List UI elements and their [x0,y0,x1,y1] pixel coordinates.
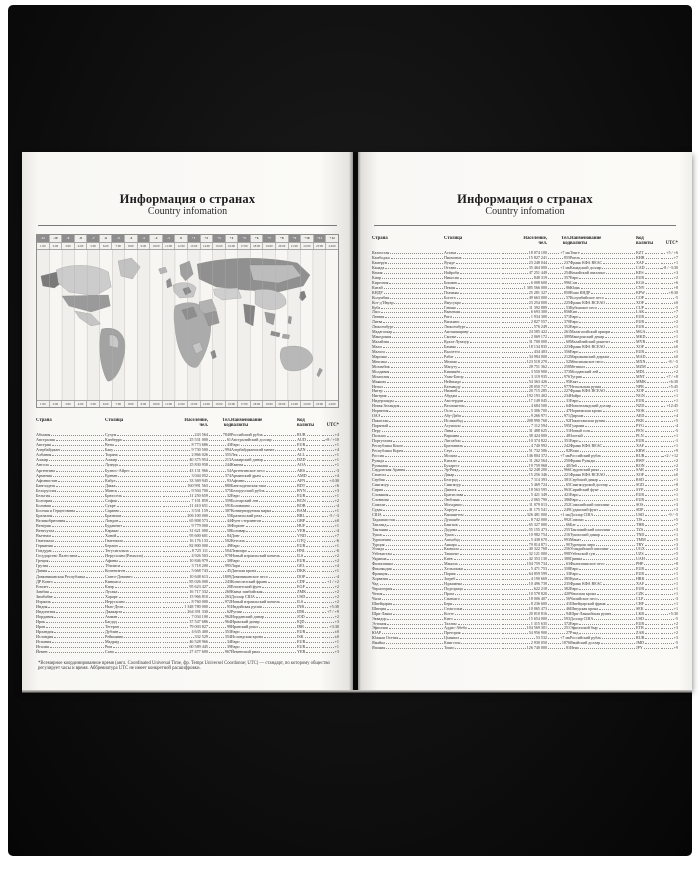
tz-cell: -8 [74,235,87,242]
table-row: Руанда Кигали 11 262 564 250 Франк Руанды RWF +2 [372,457,678,463]
tz-cell: 22:00 [300,401,313,407]
table-row: Албания Тирана 2 866 026 355 Лек ALL +1 [36,452,339,458]
tz-cell: -1 [162,235,175,242]
table-row: Чили Сантьяго 18 006 407 56 Чилийское песо CLP -3 [372,595,678,601]
tz-cell: +12 [325,235,338,242]
table-row: Македония Скопье 2 069 172 389 Македонский денар MKD +1 [372,334,678,340]
table-row: Нигерия Абуджа 192 193 402 234 Найра NGN +1 [372,393,678,399]
table-row: Словакия Братислава 5 421 349 421 Евро EUR +1 [372,492,678,498]
table-row: Болгария София 7 101 859 359 Болгарский лев BGN +2 [36,497,339,503]
tz-cell: 16:00 [225,243,238,249]
table-row: Ангола Луанда 25 830 958 244 Кванза AOA +1 [36,462,339,468]
table-row: Тунис Тунис 10 982 754 216 Тунисский динар TND +1 [372,531,678,537]
table-row: Республика Конго Браззавиль 4 740 992 242 Франк КФА ВЕАС XAF +1 [372,442,678,448]
table-row: Непал Катманду 28 050 717 977 Непальская рупия NPR +5:45 [372,383,678,389]
table-row: Мальта Валлетта 434 403 356 Евро EUR +1 [372,348,678,354]
table-row: Эфиопия Аддис-Абеба 104 569 301 251 Эфиопский быр ETB +3 [372,625,678,631]
tz-cell: -5 [111,235,124,242]
table-row: Иран Тегеран 79 003 827 98 Иранский риал IRR +3:30 [36,623,339,629]
tz-cell: 10:00 [149,243,162,249]
table-row: Аргентина Буэнос-Айрес 43 131 966 54 Аргентинское песо ARS -3 [36,467,339,473]
table-row: Бельгия Брюссель 11 250 659 32 Евро EUR +1 [36,492,339,498]
tz-cell: 4:00 [74,243,87,249]
table-row: Ямайка Кингстон 2 930 050 1876 Ямайский доллар JMD -5 [372,640,678,646]
tz-cell: 4:00 [74,401,87,407]
tz-cell: 19:00 [262,401,275,407]
table-row: Мадагаскар Антананариву 24 585 422 261 Малагасийский ариари MGA +3 [372,329,678,335]
tz-cell: 13:00 [187,401,200,407]
tz-cell: 1:00 [37,243,49,249]
table-row: Люксембург Люксембург 576 249 352 Евро EUR +1 [372,324,678,330]
table-row: Кот-д’Ивуар Ямусукро 23 254 000 225 Франк КФА ВСЕАО XOF ±0 [372,299,678,305]
table-row: Мексика Мехико 123 518 270 52 Мексиканское песо MXN -8 / -5 [372,358,678,364]
tz-cell: 19:00 [262,243,275,249]
table-row: Парагвай Асунсьон 7 112 594 595 Гуарани PYG -4 [372,423,678,429]
table-row: Украина Киев 42 353 130 380 Гривна UAH +2 [372,556,678,562]
page-subtitle: Country infomation [485,206,565,217]
timezone-offset-row [37,235,338,243]
page-subtitle: Country infomation [147,206,228,217]
table-row: Мозамбик Мапуту 28 751 362 258 Метикал MZM +2 [372,363,678,369]
table-row: Лаос Вьентьян 6 693 300 856 Кип LAK +7 [372,309,678,315]
tz-cell: 9:00 [137,243,150,249]
table-row: Австрия Вена 8 773 686 43 Евро EUR +1 [36,442,339,448]
table-row: Турция Анкара 79 814 871 90 Турецкая лира TRY +3 [372,541,678,547]
table-row: Россия Москва 146 804 372 +7 мк Российский рубль RUB +2 / +12 [372,452,678,458]
left-page [22,152,353,690]
utc-footnote: *Всемирное координированное время (англ. Coordinated Universal Time, фр. Temps Universel Coordonne; UTC) — стандарт, по которому общество регулирует часы и время. Аббревиатура UTC не имеет конкретной расшифровки. [38,660,330,672]
table-row: Хорватия Загреб 4 190 669 385 Куна HRK +1 [372,576,678,582]
tz-cell: +1 [187,235,200,242]
col-header-country: Страна [372,236,388,241]
table-row: Абхазия Сухум 243 564 7840 Российский рубль RUB +4 [36,432,339,438]
tz-cell: +8 [275,235,288,242]
table-row: Колумбия Богота 49 663 000 57 Колумбийское песо COP -5 [372,294,678,300]
tz-cell: -2 [149,235,162,242]
table-row: Чехия Прага 10 578 820 420 Чешская крона CZK +1 [372,590,678,596]
table-row: Кения Найроби 47 251 449 254 Кенийский шиллинг KES +3 [372,269,678,275]
table-row: Греция Афины 10 846 979 30 Евро EUR +2 [36,558,339,564]
tz-cell: 20:00 [275,243,288,249]
col-header-code: Код [636,236,644,241]
table-row: Египет Каир 95 623 427 20 Египетский фунт EGP +2 [36,583,339,589]
table-row: Сомали Могадишо 11 079 013 252 Сомалийский шиллинг SOS +3 [372,502,678,508]
title-divider [374,225,676,226]
table-row: Уганда Кампала 40 322 768 256 Угандийский шиллинг UGX +3 [372,546,678,552]
table-row: Вьетнам Ханой 95 600 601 84 Донг VND +7 [36,533,339,539]
page-title: Информация о странах [457,192,593,206]
tz-cell: 22:00 [300,243,313,249]
col-header-utc: UTC* [665,241,678,247]
table-row: Нидерланды Амстердам 17 149 045 31 Евро EUR +1 [372,398,678,404]
table-row: Нигер Ниамей 20 715 285 227 Франк КФА ВСЕАО XOF +1 [372,388,678,394]
table-row: Армения Ереван 3 044 052 374 Армянский драм AMD +4 [36,472,339,478]
table-row: Куба Гавана 11 392 889 53 Кубинское песо CUP -5 [372,304,678,310]
table-row: Румыния Бухарест 19 759 968 40 Лей RON +2 [372,462,678,468]
tz-cell: 17:00 [237,243,250,249]
table-row: Гватемала Гватемала 16 176 133 502 Кетсаль GTQ -6 [36,538,339,544]
tz-cell: 24:00 [325,401,338,407]
right-table-header: Страна Столица Население, чел. Тел. код Наименование валюты Код валюты UTC* [372,236,678,247]
table-row: Сенегал Дакар 15 256 346 221 Франк КФА ВСЕАО XOF ±0 [372,472,678,478]
table-row: Дания Копенгаген 5 668 743 45 Датская крона DKK +1 [36,568,339,574]
table-row: Таджикистан Душанбе 8 742 000 992 Сомони TJS +5 [372,516,678,522]
tz-cell: 2:00 [49,243,62,249]
tz-cell: -4 [124,235,137,242]
table-row: США Вашингтон 326 481 000 +1 мк Доллар США USD -9 / -5 [372,511,678,517]
tz-cell: 21:00 [288,243,301,249]
tz-cell: 18:00 [250,401,263,407]
table-row: Республика Корея Сеул 51 732 586 82 Вона KRW +9 [372,447,678,453]
table-row: Ирак Багдад 37 547 686 964 Иракский динар IQD +3 [36,618,339,624]
book-gutter-shadow [349,152,361,690]
tz-cell: 2:00 [49,401,62,407]
table-row: Китай Пекин 1 385 566 000 86 Юань CNY +8 [372,284,678,290]
table-row: Мали Бамако 18 134 835 223 Франк КФА ВСЕАО XOF ±0 [372,344,678,350]
table-row: Перу Лима 31 488 625 51 Новый соль PEN -5 [372,427,678,433]
col-header-tel: Тел. [222,418,231,423]
world-timezone-map [36,234,339,408]
table-row: Япония Токио 126 740 000 81 Иена JPY +9 [372,645,678,651]
table-row: Казахстан Астана 18 074 100 +7 мк Тенге KZT +5 / +6 [372,250,678,256]
table-row: Испания Мадрид 46 528 966 34 Евро EUR +1 [36,639,339,645]
tz-cell: 5:00 [86,401,99,407]
tz-cell: 6:00 [99,243,112,249]
tz-cell: 14:00 [200,243,213,249]
tz-cell: 11:00 [162,401,175,407]
tz-cell: -6 [99,235,112,242]
table-row: Молдавия Кишинёв 3 550 900 373 Молдавский лей MDL +2 [372,368,678,374]
tz-cell: 12:00 [174,243,187,249]
tz-cell: 23:00 [313,243,326,249]
table-row: Киргизия Бишкек 6 008 600 996 Сом KGS +6 [372,279,678,285]
table-row: Эстония Таллин 1 315 635 372 Евро EUR +2 [372,620,678,626]
tz-cell: 20:00 [275,401,288,407]
tz-cell: 0 [174,235,187,242]
table-row: Венгрия Будапешт 9 779 000 36 Форинт HUF +1 [36,523,339,529]
tz-cell: 10:00 [149,401,162,407]
tz-cell: 23:00 [313,401,326,407]
table-row: Швейцария Берн 8 236 600 41 Швейцарский франк CHF +1 [372,600,678,606]
tz-cell: -7 [86,235,99,242]
left-country-table [36,432,339,654]
timezone-time-row-top [37,243,338,250]
table-row: Монголия Улан-Батор 3 119 935 976 Тугрик MNT +7 / +8 [372,373,678,379]
tz-cell: -3 [137,235,150,242]
table-row: Канада Оттава 35 464 000 +1 мк Канадский доллар CAD -8 / -3:30 [372,265,678,271]
tz-cell: 14:00 [200,401,213,407]
tz-cell: 15:00 [212,243,225,249]
tz-cell: 21:00 [288,401,301,407]
table-row: Таиланд Бангкок 65 327 000 66 Бат THB +7 [372,521,678,527]
table-row: Узбекистан Ташкент 32 121 000 998 Узбекский сум UZS +5 [372,551,678,557]
tz-cell: +6 [250,235,263,242]
table-row: Италия Рим 60 589 445 39 Евро EUR +1 [36,644,339,650]
table-row: Литва Вильнюс 2 827 557 370 Евро EUR +2 [372,319,678,325]
tz-cell: 13:00 [187,243,200,249]
timezone-time-row-bottom [37,400,338,407]
tz-cell: 12:00 [174,401,187,407]
tz-cell: -11 [37,235,49,242]
table-row: Боливия Сукре 11 410 651 591 Боливиано BOB -4 [36,502,339,508]
table-row: Исландия Рейкьявик 332 529 354 Исландская крона ISK ±0 [36,634,339,640]
title-divider [38,225,337,226]
right-page [358,152,692,690]
col-header-utc: UTC* [326,423,339,429]
table-row: Ирландия Дублин 4 635 400 353 Евро EUR ±0 [36,629,339,635]
tz-cell: +10 [300,235,313,242]
table-row: Туркмения Ашхабад 5 438 670 993 Манат TMM +5 [372,536,678,542]
col-header-code: Код [297,418,305,423]
table-row: Босния и Герцеговина Сараево 3 531 159 387 Конвертируемая марка BAM +1 [36,507,339,513]
tz-cell: +4 [225,235,238,242]
page-stack-edge [22,690,692,693]
table-row: Словения Любляна 2 065 790 386 Евро EUR +1 [372,497,678,503]
tz-cell: 16:00 [225,401,238,407]
table-row: Эквадор Кито 15 654 000 593 Доллар США USD -5 [372,615,678,621]
table-row: Швеция Стокгольм 10 065 473 46 Шведская крона SEK +1 [372,605,678,611]
table-row: Германия Берлин 82 800 000 49 Евро EUR +1 [36,543,339,549]
table-row: Норвегия Осло 5 306 700 47 Норвежская крона NOK +1 [372,408,678,414]
table-row: Саудовская Аравия Эр-Рияд 32 248 200 966 Саудовский риял SAR +3 [372,467,678,473]
tz-cell: +9 [288,235,301,242]
tz-cell: 17:00 [237,401,250,407]
table-row: Камбоджа Пномпень 15 827 241 855 Риель KHR +7 [372,255,678,261]
table-row: Иордания Амман 7 034 100 962 Иорданский динар JOD +2 [36,613,339,619]
table-row: Йемен Сана 27 477 600 967 Йеменский риал YER +3 [36,649,339,655]
col-header-currency: Наименование [570,236,602,241]
table-row: Бразилия Бразилиа 206 100 000 55 Бразильский реал BRL -5 / -3 [36,512,339,518]
right-country-table [372,250,678,650]
tz-cell: -9 [61,235,74,242]
table-row: Грузия Тбилиси 3 718 200 995 Лари GEL +4 [36,563,339,569]
table-row: Венесуэла Каракас 31 621 000 58 Боливар VEB -4 [36,528,339,534]
tz-cell: 11:00 [162,243,175,249]
table-row: Малайзия Куала-Лумпур 31 700 000 60 Малайзийский ринггит MYR +8 [372,339,678,345]
table-row: КНДР Пхеньян 25 281 327 850 Вона КНДР KPW +8:30 [372,289,678,295]
page-title: Информация о странах [119,192,256,206]
table-row: Филиппины Манила 104 759 734 63 Филиппинское песо PHP +8 [372,561,678,567]
table-row: Афганистан Кабул 33 369 945 93 Афгани AFN +4:30 [36,477,339,483]
table-row: Австралия Канберра 25 531 000 61 Австралийский доллар AUD +8 / +10 [36,437,339,443]
table-row: Латвия Рига 1 934 300 371 Евро EUR +2 [372,314,678,320]
tz-cell: 24:00 [325,243,338,249]
table-row: Мьянма Нейпьидо 54 363 426 95 Кьят MMK +6:30 [372,378,678,384]
table-row: Финляндия Хельсинки 5 471 753 358 Евро EUR +2 [372,566,678,572]
table-row: ОАЭ Абу-Даби 9 266 971 971 Дирхам AED +4 [372,413,678,419]
col-header-capital: Столица [105,418,124,423]
table-row: Кипр Никосия 848 319 357 Евро EUR +2 [372,274,678,280]
col-header-tel: Тел. [561,236,570,241]
tz-cell: 3:00 [61,243,74,249]
table-row: Зимбабве Хараре 15 966 810 263 Доллар США USD +2 [36,593,339,599]
table-row: Сербия Белград 7 114 393 381 Сербский динар RSD +1 [372,477,678,483]
table-row: Чад Нджамена 10 496 739 235 Франк КФА ВЕАС XAF +1 [372,581,678,587]
table-row: Камерун Яунде 23 248 044 237 Франк КФА ВЕАС XAF +1 [372,260,678,266]
tz-cell: 5:00 [86,243,99,249]
table-row: Сингапур Сингапур 5 469 724 65 Сингапурский доллар SGD +8 [372,482,678,488]
table-row: Замбия Лусака 16 717 332 260 Квача замбийская ZMK +2 [36,588,339,594]
tz-cell: +2 [200,235,213,242]
tz-cell: +7 [262,235,275,242]
table-row: Франция Париж 64 859 599 33 Евро EUR +1 [372,571,678,577]
table-row: Доминиканская Республика Санто-Доминго 10 648 613 1809 Доминиканское песо DOP -4 [36,573,339,579]
table-row: Бангладеш Дакка 160 991 563 880 Бангладешская така BDT +6 [36,482,339,488]
table-row: ДР Конго Киншаса 85 026 000 243 Конголезский франк CDF +1 / +2 [36,578,339,584]
tz-cell: 6:00 [99,401,112,407]
tz-cell: 7:00 [111,243,124,249]
table-row: Азербайджан Баку 9 730 500 994 Азербайджанский манат AZN +4 [36,447,339,453]
table-row: Южная Осетия Цхинвал 53 532 +7 мк Российский рубль RUB +3 [372,635,678,641]
table-row: Черногория Подгорица 622 218 382 Евро EUR +1 [372,585,678,591]
tz-cell: -10 [49,235,62,242]
table-row: Израиль Иерусалим 8 760 000 972 Новый израильский шекель ILS +2 [36,598,339,604]
table-row: Пакистан Исламабад 208 990 768 92 Пакистанская рупия PKR +5 [372,418,678,424]
tz-cell: +11 [313,235,326,242]
table-row: Шри-Ланка Котте 20 810 816 94 Шри-Ланкийская рупия LKR +5:30 [372,610,678,616]
table-row: Судан Хартум 41 175 541 249 Суданский фунт SDP +3 [372,506,678,512]
table-row: Танзания Додома 55 155 473 255 Танзанийский шиллинг TZS +3 [372,526,678,532]
table-row: Марокко Рабат 34 984 000 212 Марокканский дирхам MAD ±0 [372,353,678,359]
tz-cell: 8:00 [124,243,137,249]
table-row: Сирия Дамаск 18 563 595 963 Сирийский фунт SYP +2 [372,487,678,493]
tz-cell: 1:00 [37,401,49,407]
world-map-graphic [37,250,338,400]
tz-cell: 7:00 [111,401,124,407]
table-row: Польша Варшава 38 424 000 48 Злотый PLN +1 [372,432,678,438]
tz-cell: 9:00 [137,401,150,407]
tz-cell: 3:00 [61,401,74,407]
tz-cell: +5 [237,235,250,242]
col-header-country: Страна [36,418,52,423]
table-row: Индия Нью-Дели 1 348 780 000 91 Индийская рупия INR +5:30 [36,603,339,609]
col-header-currency: Наименование [231,418,263,423]
table-row: Великобритания Лондон 65 808 573 44 Фунт стерлингов GBP ±0 [36,518,339,523]
table-row: Алжир Алжир 40 375 954 213 Алжирский динар DZD +1 [36,457,339,463]
table-row: Гондурас Тегусигальпа 8 725 111 504 Лемпира HNL -6 [36,548,339,554]
tz-cell: 18:00 [250,243,263,249]
tz-cell: 8:00 [124,401,137,407]
col-header-population: Население, [523,236,547,241]
table-row: Португалия Лиссабон 10 374 822 351 Евро EUR -1 [372,437,678,443]
table-row: Индонезия Джакарта 264 391 330 62 Рупия IDR +7 / +9 [36,608,339,614]
table-row: Новая Зеландия Веллингтон 4 684 500 64 Новозеландский доллар NZD +12:45 [372,403,678,409]
tz-cell: 15:00 [212,401,225,407]
col-header-capital: Столица [444,236,463,241]
tz-cell: +3 [212,235,225,242]
table-row: ЮАР Претория 54 956 900 27 Рэнд ZAR +2 [372,630,678,636]
table-row: Государство Палестина Иерусалим (Рамалла) 4 926 503 970 Новый израильский шекель ILS +2 [36,553,339,559]
col-header-population: Население, [184,418,208,423]
left-table-header: Страна Столица Население, чел. Тел. код Наименование валюты Код валюты UTC* [36,418,339,429]
table-row: Белоруссия Минск 9 504 700 375 Белорусский рубль BYN +3 [36,487,339,493]
